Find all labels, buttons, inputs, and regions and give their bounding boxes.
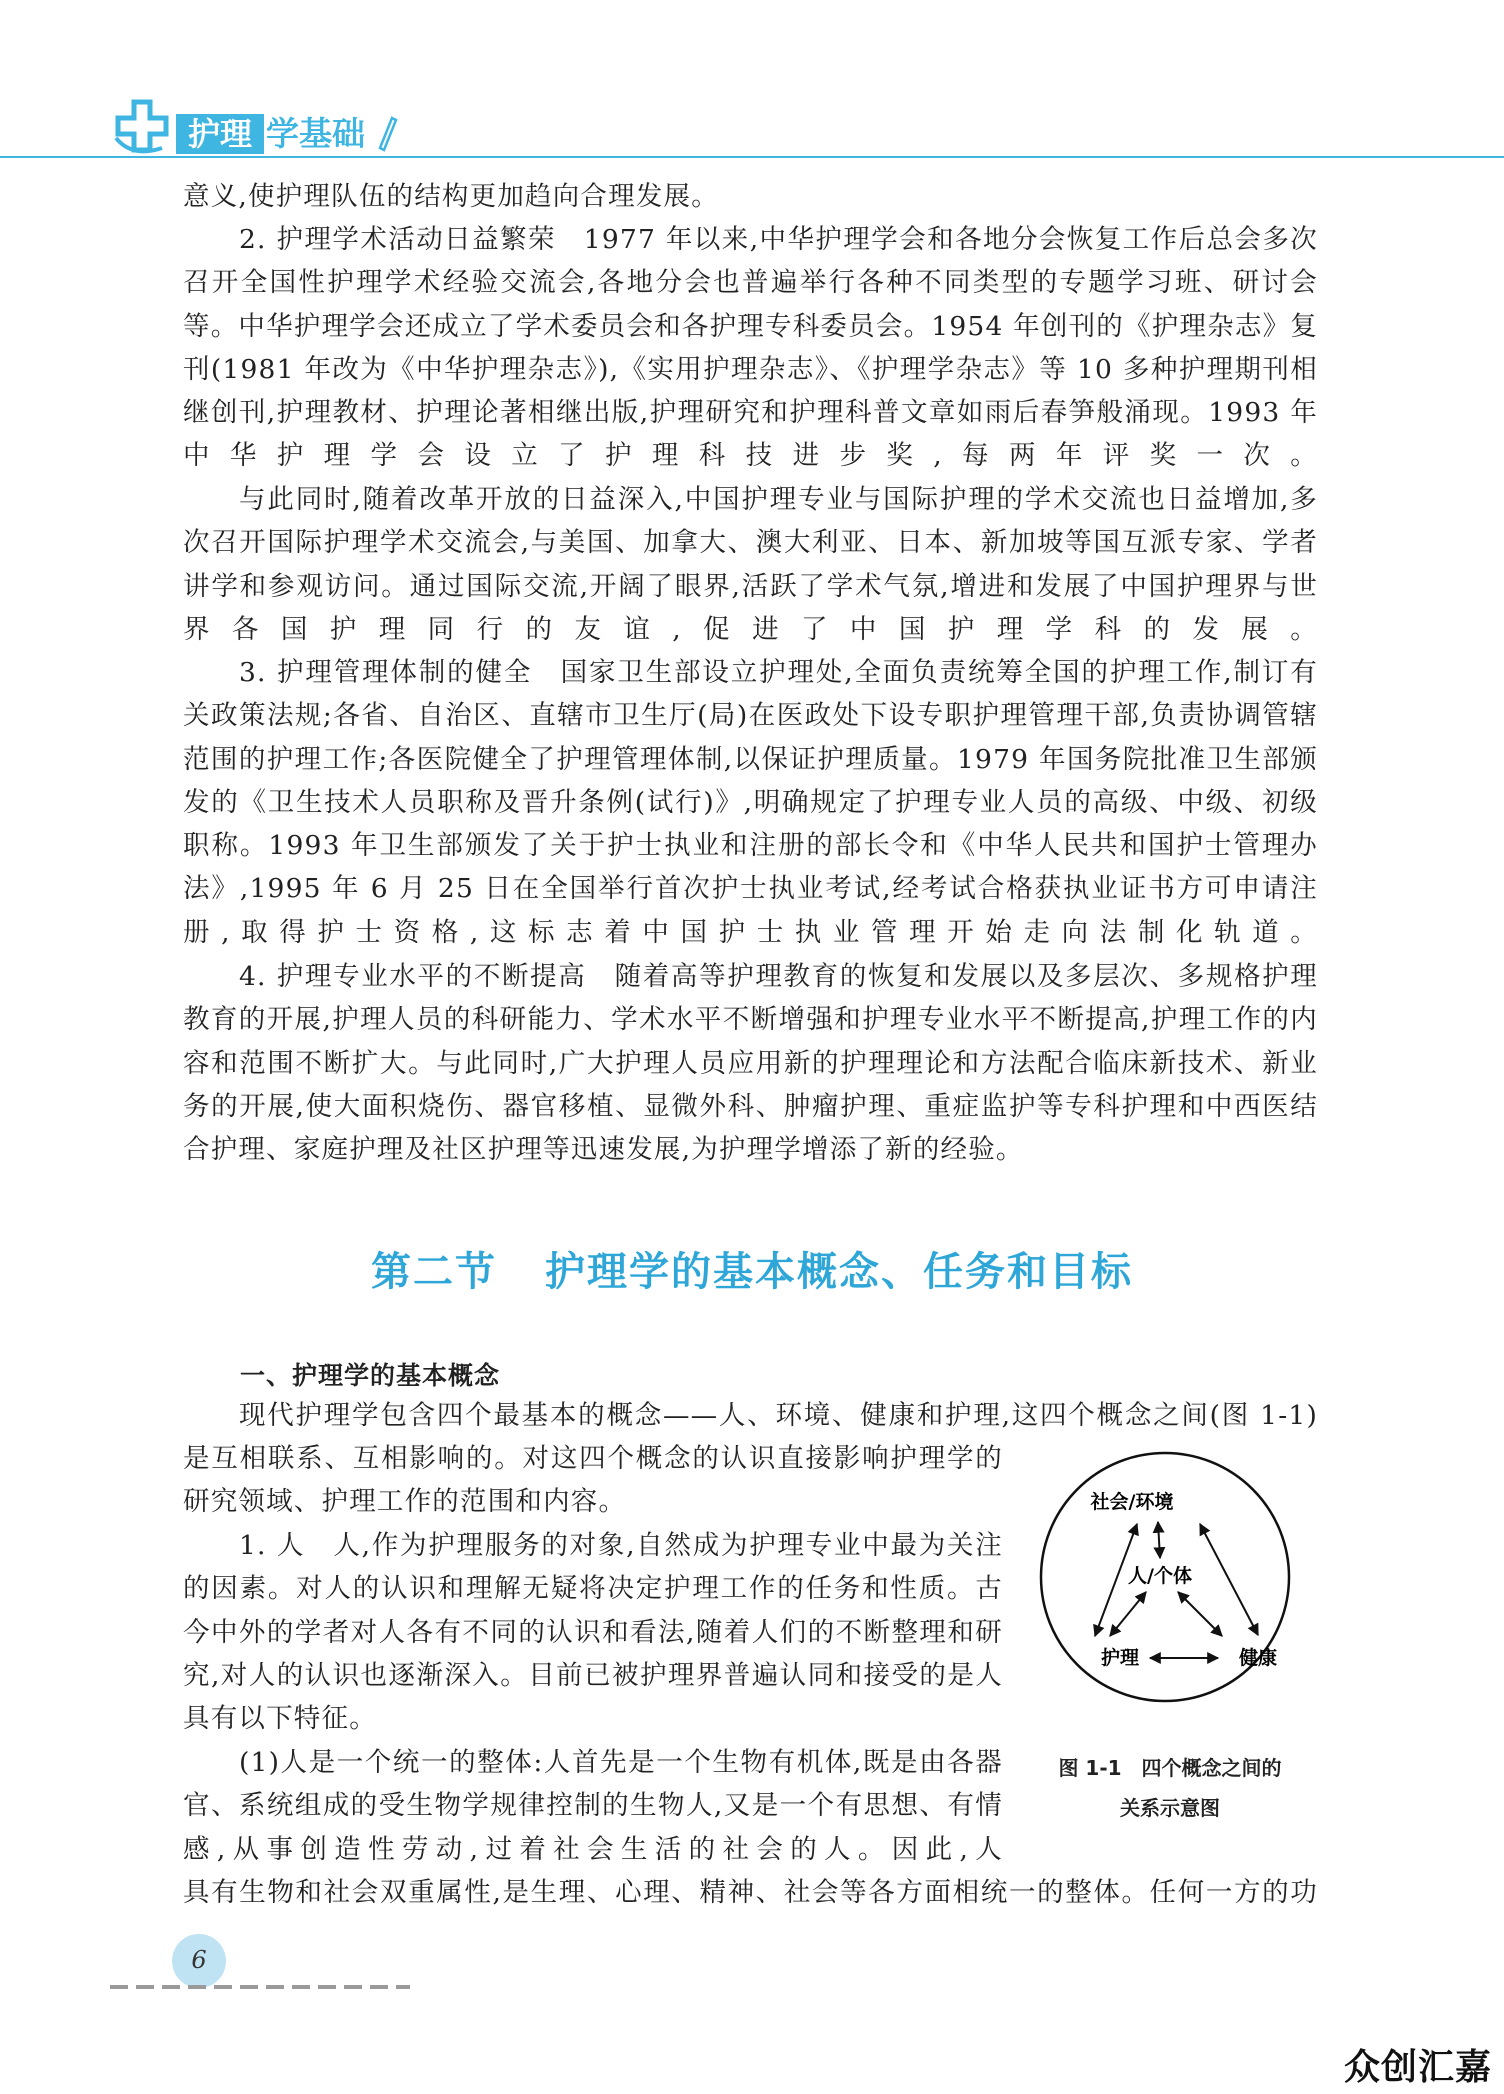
- arrow-env-person: [1158, 1522, 1160, 1558]
- arrow-env-health: [1200, 1524, 1258, 1635]
- book-title-highlight: 护理: [176, 114, 264, 154]
- page-number: 6: [172, 1934, 226, 1988]
- node-society-environment: 社会/环境: [1090, 1491, 1174, 1513]
- subheading-basic-concepts: 一、护理学的基本概念: [240, 1361, 501, 1390]
- paragraph-continuation: 意义,使护理队伍的结构更加趋向合理发展。: [183, 181, 719, 212]
- paragraph-unified-whole: (1)人是一个统一的整体:人首先是一个生物有机体,既是由各器官、系统组成的受生物学规律控制的生物人,又是一个有思想、有情感,从事创造性劳动,过着社会生活的社会的人。因此,人: [183, 1747, 1003, 1865]
- node-person: 人/个体: [1128, 1565, 1192, 1587]
- medical-cross-icon: [112, 98, 182, 160]
- paragraph-four-concepts-line1: 现代护理学包含四个最基本的概念——人、环境、健康和护理,这四个概念之间(图 1-1): [239, 1400, 1318, 1431]
- paragraph-professional-level: 4. 护理专业水平的不断提高 随着高等护理教育的恢复和发展以及多层次、多规格护理教育的开展,护理人员的科研能力、学术水平不断增强和护理专业水平不断提高,护理工作的内容和范围不断扩大。与此同时,广大护理人员应用新的护理理论和方法配合临床新技术、新业务的开展,使大面积烧伤、器官移植、显微外科、肿瘤护理、重症监护等专科护理和中西医结合护理、家庭护理及社区护理等迅速发展,为护理学增添了新的经验。: [183, 961, 1318, 1166]
- node-health: 健康: [1238, 1647, 1278, 1669]
- node-nursing: 护理: [1100, 1647, 1140, 1669]
- pencil-icon: [376, 112, 398, 152]
- section-number: 第二节: [371, 1249, 497, 1295]
- section-title-text: 护理学的基本概念、任务和目标: [545, 1249, 1133, 1295]
- paragraph-four-concepts-cont: 是互相联系、互相影响的。对这四个概念的认识直接影响护理学的研究领域、护理工作的范围和内容。: [183, 1443, 1003, 1518]
- paragraph-unified-whole-cont: 具有生物和社会双重属性,是生理、心理、精神、社会等各方面相统一的整体。任何一方的功: [183, 1877, 1318, 1908]
- figure-caption-line2: 关系示意图: [1120, 1796, 1220, 1820]
- arrow-person-nursing: [1110, 1592, 1146, 1636]
- header-rule: [0, 156, 1504, 158]
- arrow-person-health: [1178, 1592, 1222, 1636]
- paragraph-management-system: 3. 护理管理体制的健全 国家卫生部设立护理处,全面负责统筹全国的护理工作,制订有关政策法规;各省、自治区、直辖市卫生厅(局)在医政处下设专职护理管理干部,负责协调管辖范围的护理工作;各医院健全了护理管理体制,以保证护理质量。1979 年国务院批准卫生部颁发的《卫生技术人员职称及晋升条例(试行)》,明确规定了护理专业人员的高级、中级、初级职称。1993 年卫生部颁发了关于护士执业和注册的部长令和《中华人民共和国护士管理办法》,1995 年 6 月 25 日在全国举行首次护士执业考试,经考试合格获执业证书方可申请注册,取得护士资格,这标志着中国护士执业管理开始走向法制化轨道。: [183, 657, 1318, 948]
- concept-relationship-diagram: [1038, 1450, 1292, 1704]
- book-title-rest: 学基础: [266, 114, 365, 153]
- paragraph-international-exchange: 与此同时,随着改革开放的日益深入,中国护理专业与国际护理的学术交流也日益增加,多次召开国际护理学术交流会,与美国、加拿大、澳大利亚、日本、新加坡等国互派专家、学者讲学和参观访问。通过国际交流,开阔了眼界,活跃了学术气氛,增进和发展了中国护理界与世界各国护理同行的友谊,促进了中国护理学科的发展。: [183, 484, 1318, 645]
- watermark-text: 众创汇嘉: [1343, 2047, 1492, 2088]
- paragraph-academic-activities: 2. 护理学术活动日益繁荣 1977 年以来,中华护理学会和各地分会恢复工作后总会多次召开全国性护理学术经验交流会,各地分会也普遍举行各种不同类型的专题学习班、研讨会等。中华护理学会还成立了学术委员会和各护理专科委员会。1954 年创刊的《护理杂志》复刊(1981 年改为《中华护理杂志》),《实用护理杂志》、《护理学杂志》等 10 多种护理期刊相继创刊,护理教材、护理论著相继出版,护理研究和护理科普文章如雨后春笋般涌现。1993 年中华护理学会设立了护理科技进步奖,每两年评奖一次。: [183, 224, 1318, 472]
- figure-caption: [1020, 1748, 1320, 1828]
- figure-caption-line1: 图 1-1 四个概念之间的: [1058, 1756, 1282, 1780]
- page-header: [0, 90, 1504, 170]
- paragraph-person: 1. 人 人,作为护理服务的对象,自然成为护理专业中最为关注的因素。对人的认识和理解无疑将决定护理工作的任务和性质。古今中外的学者对人各有不同的认识和看法,随着人们的不断整理和研究,对人的认识也逐渐深入。目前已被护理界普遍认同和接受的是人具有以下特征。: [183, 1530, 1003, 1735]
- footer-dash-rule: [110, 1984, 410, 1990]
- section-heading: [0, 1240, 1504, 1297]
